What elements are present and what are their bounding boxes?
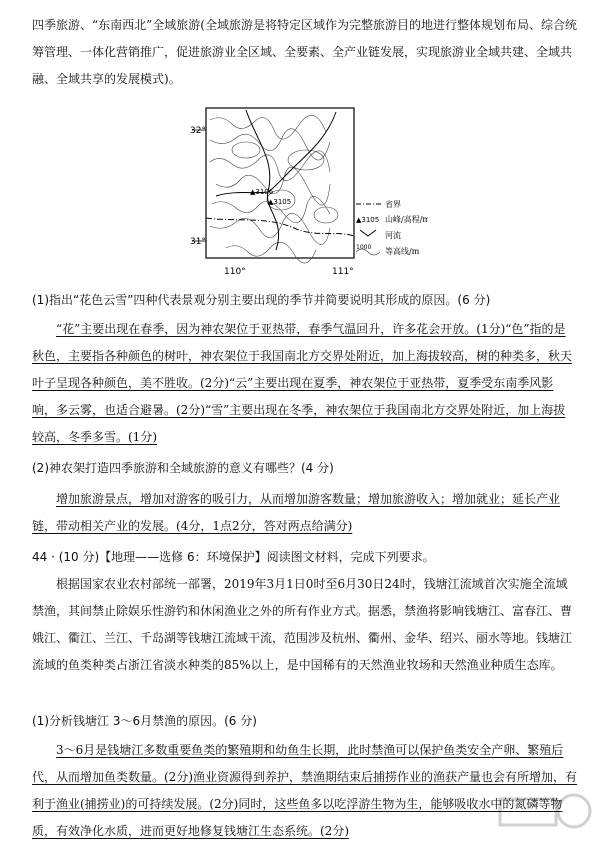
legend-contour-sample: 1000 [356, 244, 372, 251]
lat-label-bottom: 31° [190, 237, 206, 247]
lat-label-top: 32° [190, 126, 206, 136]
q2-question: (2)神农架打造四季旅游和全域旅游的意义有哪些？(4 分) [32, 461, 334, 475]
watermark-logo [494, 789, 594, 839]
legend-peak-sample: ▲3105 [356, 216, 380, 224]
legend-peak-label: 山峰/高程/m [385, 215, 428, 224]
q1-answer: “花”主要出现在春季，因为神农架位于亚热带，春季气温回升，许多花会开放。(1分)“色”指的是秋色，主要指各种颜色的树叶，神农架位于我国南北方交界处附近，加上海拔较高，树的种类多，秋天叶子呈现各种颜色，美不胜收。(2分)“云”主要出现在夏季，神农架位于亚热带，夏季受东南季风影响，多云雾，也适合避暑。(2分)“雪”主要出现在冬季，神农架位于我国南北方交界处附近，加上海拔较高，冬季多雪。(1分) [32, 322, 573, 444]
terrain-map [186, 100, 428, 278]
q44-header: 44 · (10 分)【地理——选修 6：环境保护】阅读图文材料，完成下列要求。 [32, 550, 435, 564]
peak-marker-3105: ▲3105 [268, 198, 292, 206]
legend-river-label: 河流 [385, 231, 401, 240]
q1-question: (1)指出“花色云雪”四种代表景观分别主要出现的季节并简要说明其形成的原因。(6 分) [32, 293, 491, 307]
intro-paragraph: 四季旅游、“东南西北”全域旅游(全域旅游是将特定区域作为完整旅游目的地进行整体规划布局、综合统筹管理、一体化营销推广，促进旅游业全区域、全要素、全产业链发展，实现旅游业全域共建、全域共融、全域共享的发展模式)。 [32, 18, 577, 86]
peak-marker-3106: ▲3106 [250, 188, 274, 196]
q2-answer: 增加旅游景点，增加对游客的吸引力，从而增加游客数量；增加旅游收入；增加就业；延长产业链，带动相关产业的发展。(4分，1点2分，答对两点给满分) [32, 492, 561, 533]
lon-label-right: 111° [332, 267, 354, 277]
q44-1-question: (1)分析钱塘江 3～6月禁渔的原因。(6 分) [32, 714, 257, 728]
map-figure [186, 100, 428, 278]
legend-contour-label: 等高线/m [385, 247, 420, 256]
legend-border-label: 省界 [385, 200, 401, 209]
lon-label-left: 110° [224, 267, 246, 277]
q44-material: 根据国家农业农村部统一部署，2019年3月1日0时至6月30日24时，钱塘江流域首次实施全流域禁渔，其间禁止除娱乐性游钓和休闲渔业之外的所有作业方式。据悉，禁渔将影响钱塘江、富春江、曹娥江、衢江、兰江、千岛湖等钱塘江流域干流，范围涉及杭州、衢州、金华、绍兴、丽水等地。钱塘江流域的鱼类种类占浙江省淡水种类的85%以上，是中国稀有的天然渔业牧场和天然渔业种质生态库。 [32, 577, 573, 672]
q44-1-answer: 3～6月是钱塘江多数重要鱼类的繁殖期和幼鱼生长期，此时禁渔可以保护鱼类安全产卵、繁殖后代，从而增加鱼类数量。(2分)渔业资源得到养护，禁渔期结束后捕捞作业的渔获产量也会有所增加，有利于渔业(捕捞业)的可持续发展。(2分)同时，这些鱼多以吃浮游生物为生，能够吸收水中的氮磷等物质，有效净化水质，进而更好地修复钱塘江生态系统。(2分) [32, 743, 578, 838]
